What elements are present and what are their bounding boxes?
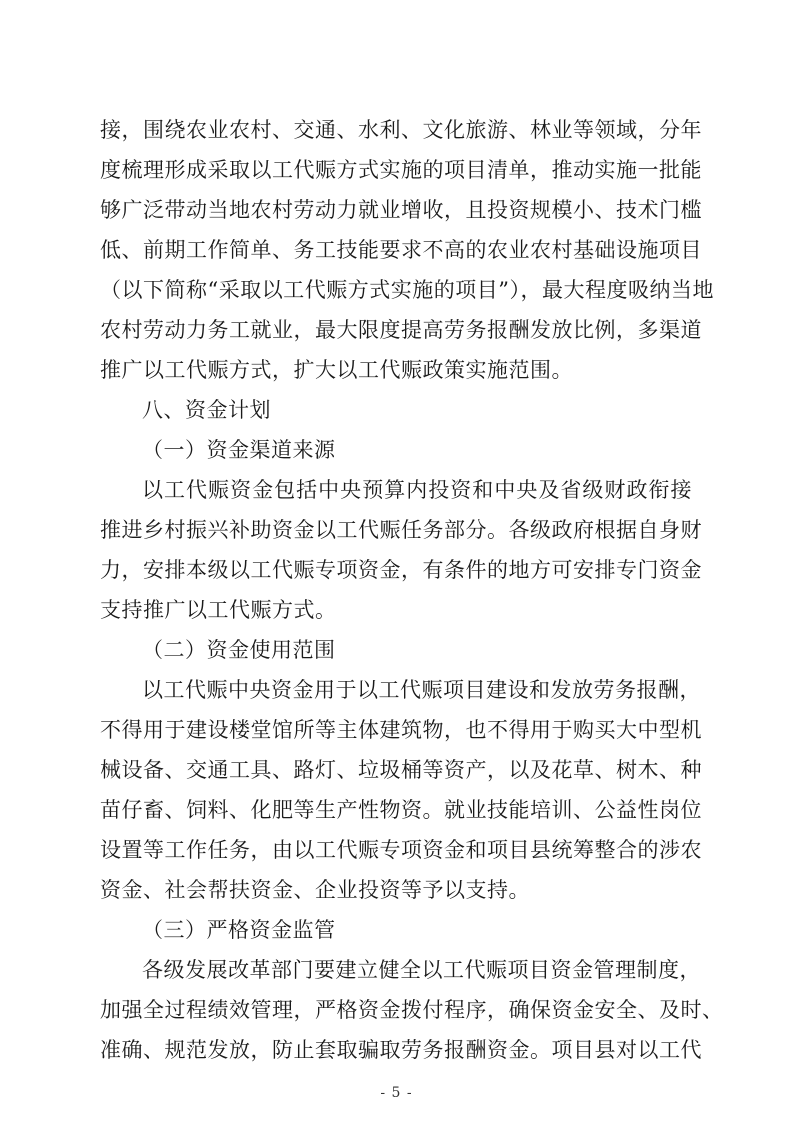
subsection-heading: （二）资金使用范围 — [142, 638, 336, 662]
text-line: 设置等工作任务，由以工代赈专项资金和项目县统筹整合的涉农 — [100, 838, 702, 862]
text-line: 准确、规范发放，防止套取骗取劳务报酬资金。项目县对以工代 — [100, 1038, 702, 1062]
text-line: 支持推广以工代赈方式。 — [100, 598, 337, 622]
text-line: 够广泛带动当地农村劳动力就业增收，且投资规模小、技术门槛 — [100, 198, 702, 222]
section-heading: 八、资金计划 — [142, 398, 271, 422]
text-line: 资金、社会帮扶资金、企业投资等予以支持。 — [100, 878, 530, 902]
text-line: 械设备、交通工具、路灯、垃圾桶等资产，以及花草、树木、种 — [100, 758, 702, 782]
subsection-heading: （一）资金渠道来源 — [142, 438, 336, 462]
text-line: 以工代赈资金包括中央预算内投资和中央及省级财政衔接 — [142, 478, 692, 502]
page-number: - 5 - — [380, 1085, 413, 1101]
text-line: 各级发展改革部门要建立健全以工代赈项目资金管理制度， — [142, 958, 701, 982]
subsection-heading: （三）严格资金监管 — [142, 918, 336, 942]
text-line: （以下简称“采取以工代赈方式实施的项目”），最大程度吸纳当地 — [100, 278, 714, 302]
text-line: 农村劳动力务工就业，最大限度提高劳务报酬发放比例，多渠道 — [100, 318, 702, 342]
text-line: 苗仔畜、饲料、化肥等生产性物资。就业技能培训、公益性岗位 — [100, 798, 702, 822]
text-line: 推广以工代赈方式，扩大以工代赈政策实施范围。 — [100, 358, 573, 382]
text-line: 以工代赈中央资金用于以工代赈项目建设和发放劳务报酬， — [142, 678, 701, 702]
text-line: 度梳理形成采取以工代赈方式实施的项目清单，推动实施一批能 — [100, 158, 702, 182]
text-line: 加强全过程绩效管理，严格资金拨付程序，确保资金安全、及时、 — [100, 998, 724, 1022]
text-line: 力，安排本级以工代赈专项资金，有条件的地方可安排专门资金 — [100, 558, 702, 582]
text-line: 推进乡村振兴补助资金以工代赈任务部分。各级政府根据自身财 — [100, 518, 702, 542]
text-line: 接，围绕农业农村、交通、水利、文化旅游、林业等领域，分年 — [100, 118, 702, 142]
text-line: 低、前期工作简单、务工技能要求不高的农业农村基础设施项目 — [100, 238, 702, 262]
text-line: 不得用于建设楼堂馆所等主体建筑物，也不得用于购买大中型机 — [100, 718, 702, 742]
